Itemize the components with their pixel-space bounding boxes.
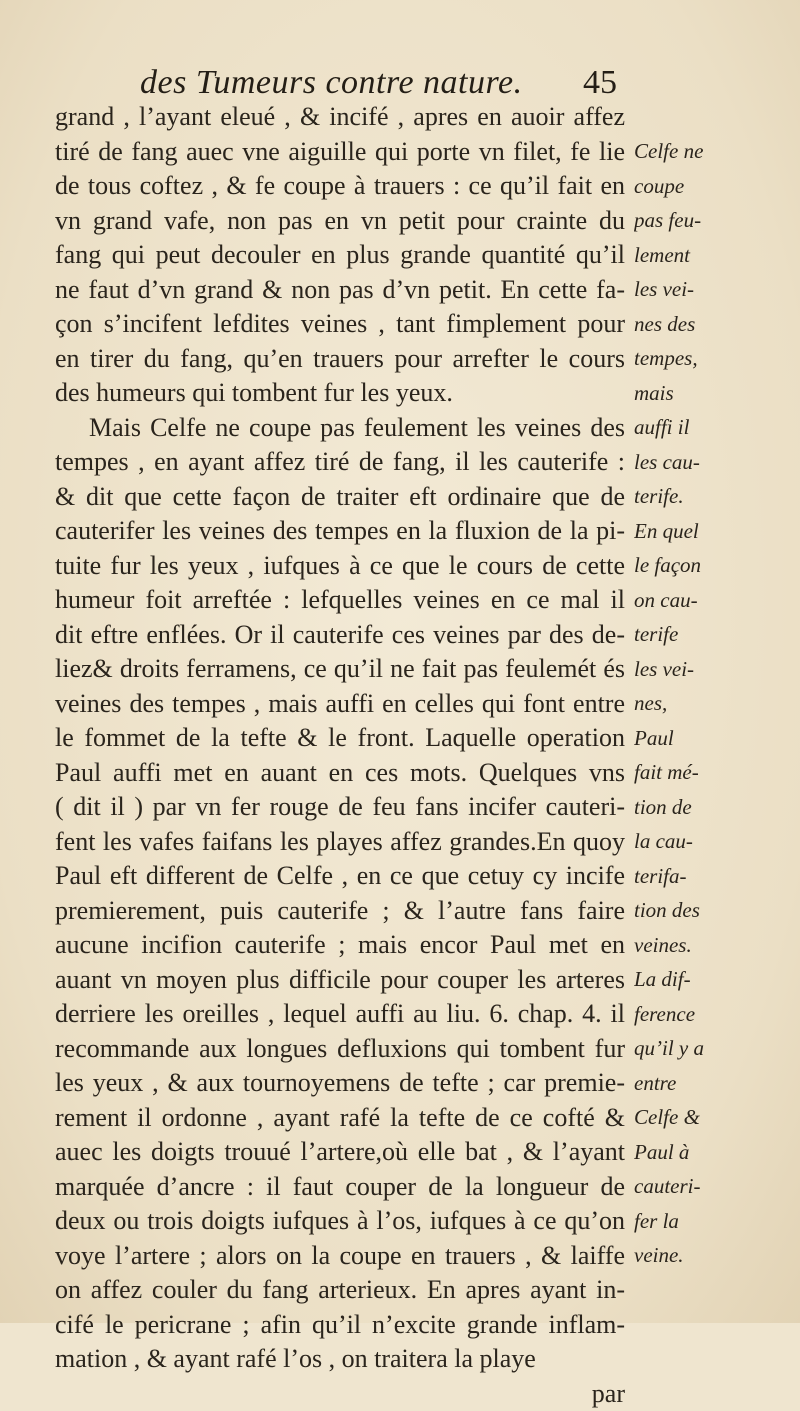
text-line: recommande aux longues defluxions qui tombent fur	[55, 1032, 625, 1067]
margin-note-line: terife.	[634, 479, 754, 514]
margin-note-line: les vei-	[634, 272, 754, 307]
margin-note-line: tion de	[634, 790, 754, 825]
margin-note-line: La dif-	[634, 962, 754, 997]
margin-note-line: Celfe &	[634, 1100, 754, 1135]
margin-note-line: cauteri-	[634, 1169, 754, 1204]
margin-note-line: mais	[634, 376, 754, 411]
catchword: par	[55, 1377, 625, 1411]
text-line: auant vn moyen plus difficile pour couper les arteres	[55, 963, 625, 998]
margin-note-line: veines.	[634, 928, 754, 963]
text-line: Paul auffi met en auant en ces mots. Quelques vns	[55, 756, 625, 791]
margin-note-line: En quel	[634, 514, 754, 549]
page-number: 45	[583, 64, 617, 102]
text-line: marquée d’ancre : il faut couper de la longueur de	[55, 1170, 625, 1205]
text-line: fent les vafes faifans les playes affez grandes.En quoy	[55, 825, 625, 860]
margin-note-line: Paul à	[634, 1135, 754, 1170]
page-header	[0, 64, 800, 104]
margin-note-line: la cau-	[634, 824, 754, 859]
text-line: veines des tempes , mais auffi en celles qui font entre	[55, 687, 625, 722]
margin-note-line: fer la	[634, 1204, 754, 1239]
margin-note-line: les cau-	[634, 445, 754, 480]
text-line: premierement, puis cauterife ; & l’autre fans faire	[55, 894, 625, 929]
text-line: on affez couler du fang arterieux. En apres ayant in-	[55, 1273, 625, 1308]
margin-note-line: on cau-	[634, 583, 754, 618]
margin-note-line: Paul	[634, 721, 754, 756]
margin-note-line: tempes,	[634, 341, 754, 376]
margin-note-line: nes,	[634, 686, 754, 721]
text-line: rement il ordonne , ayant rafé la tefte de ce cofté &	[55, 1101, 625, 1136]
text-line: & dit que cette façon de traiter eft ordinaire que de	[55, 480, 625, 515]
margin-note-line: terife	[634, 617, 754, 652]
margin-note-line: coupe	[634, 169, 754, 204]
margin-note-line: auffi il	[634, 410, 754, 445]
text-line: tiré de fang auec vne aiguille qui porte vn filet, fe lie	[55, 135, 625, 170]
text-line: les yeux , & aux tournoyemens de tefte ; car premie-	[55, 1066, 625, 1101]
text-line: cauterifer les veines des tempes en la fluxion de la pi-	[55, 514, 625, 549]
margin-notes	[634, 134, 754, 1273]
text-line: tempes , en ayant affez tiré de fang, il les cauterife :	[55, 445, 625, 480]
text-line: vn grand vafe, non pas en vn petit pour crainte du	[55, 204, 625, 239]
running-title: des Tumeurs contre nature.	[140, 64, 523, 102]
text-line: liez& droits ferramens, ce qu’il ne fait pas feulemét és	[55, 652, 625, 687]
margin-note-line: entre	[634, 1066, 754, 1101]
text-line: ( dit il ) par vn fer rouge de feu fans incifer cauteri-	[55, 790, 625, 825]
text-line: humeur foit arreftée : lefquelles veines en ce mal il	[55, 583, 625, 618]
text-line: de tous coftez , & fe coupe à trauers : ce qu’il fait en	[55, 169, 625, 204]
margin-note-line: Celfe ne	[634, 134, 754, 169]
text-line: des humeurs qui tombent fur les yeux.	[55, 376, 625, 411]
margin-note-line: qu’il y a	[634, 1031, 754, 1066]
margin-note-line: fait mé-	[634, 755, 754, 790]
text-line: çon s’incifent lefdites veines , tant fimplement pour	[55, 307, 625, 342]
text-line: dit eftre enflées. Or il cauterife ces veines par des de-	[55, 618, 625, 653]
text-line: derriere les oreilles , lequel auffi au liu. 6. chap. 4. il	[55, 997, 625, 1032]
text-line: en tirer du fang, qu’en trauers pour arrefter le cours	[55, 342, 625, 377]
text-line: tuite fur les yeux , iufques à ce que le cours de cette	[55, 549, 625, 584]
text-line: le fommet de la tefte & le front. Laquelle operation	[55, 721, 625, 756]
text-line: Paul eft different de Celfe , en ce que cetuy cy incife	[55, 859, 625, 894]
margin-note-line: nes des	[634, 307, 754, 342]
margin-note-line: les vei-	[634, 652, 754, 687]
text-line: grand , l’ayant eleué , & incifé , apres en auoir affez	[55, 100, 625, 135]
margin-note-line: tion des	[634, 893, 754, 928]
margin-note-line: veine.	[634, 1238, 754, 1273]
margin-note-line: lement	[634, 238, 754, 273]
margin-note-line: pas feu-	[634, 203, 754, 238]
text-line: ne faut d’vn grand & non pas d’vn petit. En cette fa-	[55, 273, 625, 308]
text-line: fang qui peut decouler en plus grande quantité qu’il	[55, 238, 625, 273]
text-line: voye l’artere ; alors on la coupe en trauers , & laiffe	[55, 1239, 625, 1274]
text-line: cifé le pericrane ; afin qu’il n’excite grande inflam-	[55, 1308, 625, 1343]
text-line: mation , & ayant rafé l’os , on traitera la playe	[55, 1342, 625, 1377]
text-line: aucune incifion cauterife ; mais encor Paul met en	[55, 928, 625, 963]
text-line: Mais Celfe ne coupe pas feulement les veines des	[55, 411, 625, 446]
body-text	[55, 100, 625, 1411]
text-line: deux ou trois doigts iufques à l’os, iufques à ce qu’on	[55, 1204, 625, 1239]
margin-note-line: terifa-	[634, 859, 754, 894]
text-line: auec les doigts trouué l’artere,où elle bat , & l’ayant	[55, 1135, 625, 1170]
margin-note-line: ference	[634, 997, 754, 1032]
margin-note-line: le façon	[634, 548, 754, 583]
